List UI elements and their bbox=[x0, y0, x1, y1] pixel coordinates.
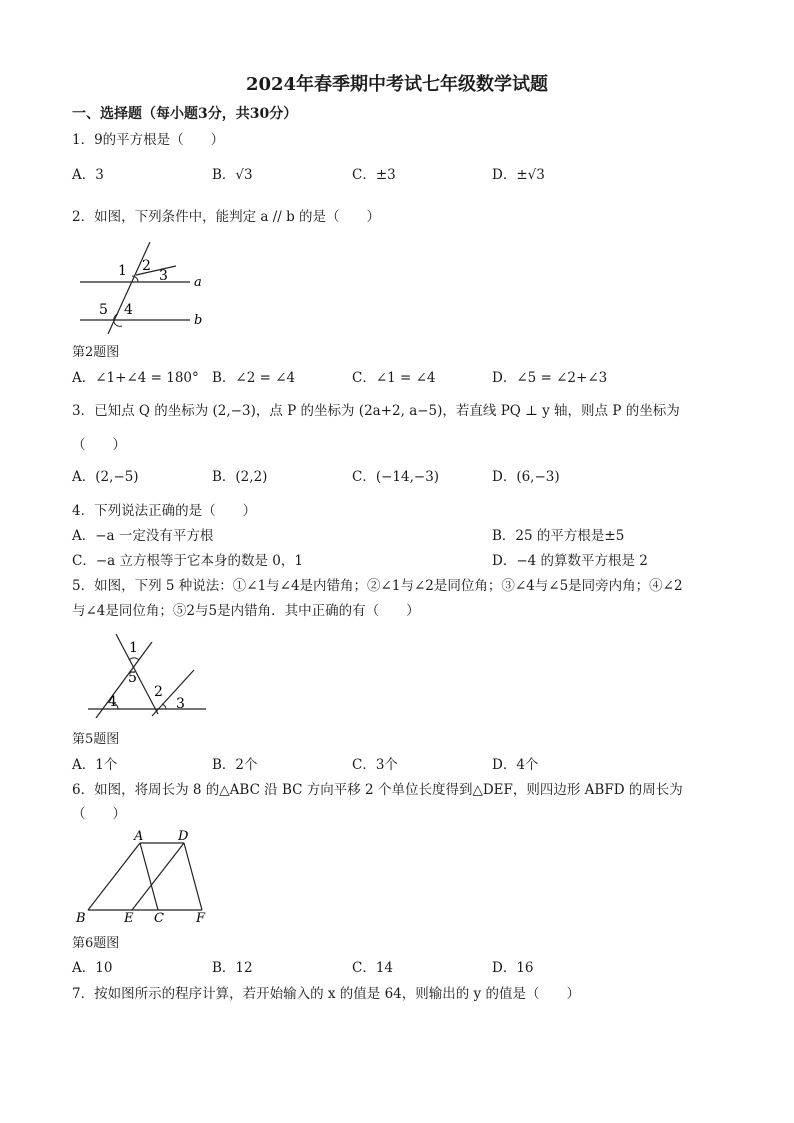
question-4-stem: 4．下列说法正确的是（ ） bbox=[72, 503, 257, 519]
angle-label-3: 3 bbox=[159, 268, 168, 284]
q6-option-a: A．10 bbox=[72, 960, 113, 976]
angle-label-5: 5 bbox=[128, 670, 137, 686]
q4-option-a: A．−a 一定没有平方根 bbox=[72, 528, 214, 544]
angle-label-5: 5 bbox=[99, 302, 108, 318]
q2-option-d: D．∠5 = ∠2+∠3 bbox=[492, 370, 608, 386]
line-left-up bbox=[96, 642, 152, 718]
q6-option-b: B．12 bbox=[212, 960, 253, 976]
q6-caption: 第6题图 bbox=[72, 936, 120, 951]
page-title: 2024年春季期中考试七年级数学试题 bbox=[245, 74, 549, 95]
q2-option-a: A．∠1+∠4 = 180° bbox=[72, 370, 199, 386]
angle-label-2: 2 bbox=[142, 258, 151, 274]
segment-df bbox=[184, 843, 202, 910]
line-label-a: a bbox=[194, 275, 202, 290]
q1-option-d: D．±√3 bbox=[492, 167, 545, 183]
line-label-b: b bbox=[194, 313, 203, 328]
q5-option-a: A．1个 bbox=[72, 757, 118, 773]
q4-option-c: C．−a 立方根等于它本身的数是 0，1 bbox=[72, 553, 303, 569]
question-1-stem: 1．9的平方根是（ ） bbox=[72, 132, 225, 148]
q6-option-d: D．16 bbox=[492, 960, 534, 976]
segment-de bbox=[132, 843, 184, 910]
q6-figure bbox=[72, 826, 212, 926]
angle-label-4: 4 bbox=[108, 694, 117, 710]
section-heading: 一、选择题（每小题3分，共30分） bbox=[72, 106, 298, 122]
question-2-stem: 2．如图，下列条件中，能判定 a // b 的是（ ） bbox=[72, 209, 381, 225]
question-5-stem-line2: 与∠4是同位角；⑤2与5是内错角．其中正确的有（ ） bbox=[72, 603, 420, 619]
q4-option-d: D．−4 的算数平方根是 2 bbox=[492, 553, 648, 569]
point-label-c: C bbox=[154, 911, 164, 926]
point-label-a: A bbox=[134, 829, 144, 844]
point-label-e: E bbox=[124, 911, 134, 926]
point-label-d: D bbox=[178, 829, 189, 844]
q3-option-d: D．(6,−3) bbox=[492, 469, 560, 485]
point-label-f: F bbox=[196, 911, 206, 926]
q2-caption: 第2题图 bbox=[72, 345, 120, 360]
point-label-b: B bbox=[76, 911, 86, 926]
angle-label-3: 3 bbox=[176, 696, 185, 712]
q1-option-c: C．±3 bbox=[352, 167, 396, 183]
angle-arc bbox=[129, 658, 139, 660]
angle-label-4: 4 bbox=[124, 302, 133, 318]
q5-option-c: C．3个 bbox=[352, 757, 398, 773]
q2-option-b: B．∠2 = ∠4 bbox=[212, 370, 296, 386]
q1-option-a: A．3 bbox=[72, 167, 104, 183]
q3-paren: （ ） bbox=[72, 437, 126, 453]
angle-label-1: 1 bbox=[129, 640, 138, 656]
q3-option-c: C．(−14,−3) bbox=[352, 469, 440, 485]
q6-paren: （ ） bbox=[72, 806, 126, 822]
q5-figure bbox=[82, 632, 212, 722]
q1-option-b: B．√3 bbox=[212, 167, 253, 183]
angle-label-2: 2 bbox=[154, 684, 163, 700]
angle-label-1: 1 bbox=[118, 263, 127, 279]
q5-caption: 第5题图 bbox=[72, 732, 120, 747]
q4-option-b: B．25 的平方根是±5 bbox=[492, 528, 625, 544]
q3-option-b: B．(2,2) bbox=[212, 469, 268, 485]
question-3-stem: 3．已知点 Q 的坐标为 (2,−3)，点 P 的坐标为 (2a+2, a−5)，若直线 PQ ⊥ y 轴，则点 P 的坐标为 bbox=[72, 403, 680, 419]
question-6-stem: 6．如图，将周长为 8 的△ABC 沿 BC 方向平移 2 个单位长度得到△DEF，则四边形 ABFD 的周长为 bbox=[72, 782, 683, 798]
q3-option-a: A．(2,−5) bbox=[72, 469, 139, 485]
segment-ab bbox=[88, 843, 140, 910]
q2-option-c: C．∠1 = ∠4 bbox=[352, 370, 436, 386]
angle-arc bbox=[162, 704, 166, 709]
segment-ac bbox=[140, 843, 158, 910]
q6-option-c: C．14 bbox=[352, 960, 394, 976]
question-7-stem: 7．按如图所示的程序计算，若开始输入的 x 的值是 64，则输出的 y 的值是（ ） bbox=[72, 986, 580, 1002]
q2-figure bbox=[72, 238, 212, 338]
q5-option-b: B．2个 bbox=[212, 757, 258, 773]
question-5-stem-line1: 5．如图，下列 5 种说法：①∠1与∠4是内错角；②∠1与∠2是同位角；③∠4与∠5是同旁内角；④∠2 bbox=[72, 578, 683, 594]
q5-option-d: D．4个 bbox=[492, 757, 539, 773]
